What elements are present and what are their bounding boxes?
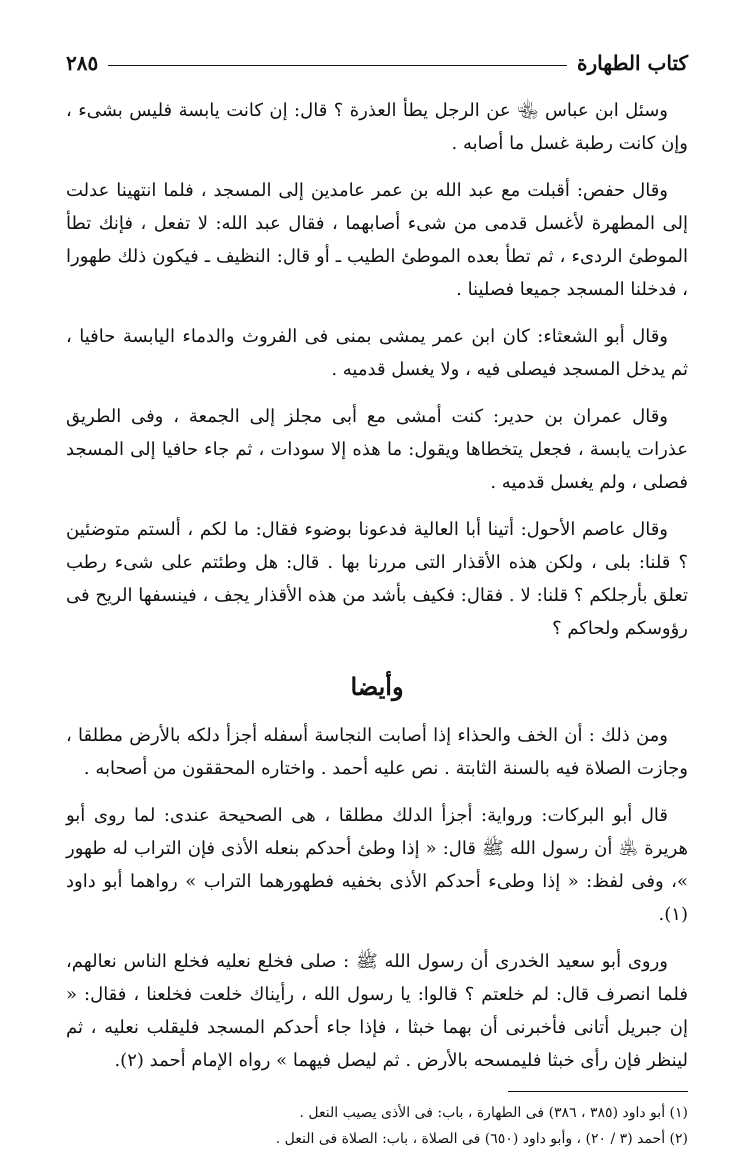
footnote: (١) أبو داود (٣٨٥ ، ٣٨٦) فى الطهارة ، باب: فى الأذى يصيب النعل . <box>299 1105 688 1121</box>
section-heading: وأيضا <box>350 672 404 701</box>
header-rule <box>108 65 567 66</box>
running-header <box>66 48 688 78</box>
paragraph: وسئل ابن عباس ﵄ عن الرجل يطأ العذرة ؟ قال: إن كانت يابسة فليس بشىء ، وإن كانت رطبة غسل ما أصابه . <box>66 100 688 154</box>
book-title: كتاب الطهارة <box>577 51 688 75</box>
main-text <box>66 94 688 645</box>
paragraph: وقال عاصم الأحول: أتينا أبا العالية فدعونا بوضوء فقال: ما لكم ، ألستم متوضئين ؟ قلنا: بلى ، ولكن هذه الأقذار التى مررنا بها . قال: هل وطئتم على شىء رطب تعلق بأرجلكم ؟ قلنا: لا . فقال: فكيف بأشد من هذه الأقذار يجف ، فينسفها الريح فى رؤوسكم ولحاكم ؟ <box>66 519 688 639</box>
page-number: ٢٨٥ <box>66 51 99 75</box>
paragraph: قال أبو البركات: ورواية: أجزأ الدلك مطلقا ، هى الصحيحة عندى: لما روى أبو هريرة ﵁ أن رسول الله ﷺ قال: « إذا وطئ أحدكم بنعله الأذى فإن التراب له طهور »، وفى لفظ: « إذا وطىء أحدكم الأذى بخفيه فطهورهما التراب » رواهما أبو داود (١). <box>66 805 688 925</box>
paragraph: وقال عمران بن حدير: كنت أمشى مع أبى مجلز إلى الجمعة ، وفى الطريق عذرات يابسة ، فجعل يتخطاها ويقول: ما هذه إلا سودات ، ثم جاء حافيا إلى المسجد فصلى ، ولم يغسل قدميه . <box>66 406 688 493</box>
footnotes <box>66 1100 688 1152</box>
paragraph: ومن ذلك : أن الخف والحذاء إذا أصابت النجاسة أسفله أجزأ دلكه بالأرض مطلقا ، وجازت الصلاة فيه بالسنة الثابتة . نص عليه أحمد . واختاره المحققون من أصحابه . <box>66 725 688 779</box>
paragraph: وقال أبو الشعثاء: كان ابن عمر يمشى بمنى فى الفروث والدماء اليابسة حافيا ، ثم يدخل المسجد فيصلى فيه ، ولا يغسل قدميه . <box>66 326 688 380</box>
section-text <box>66 719 688 1077</box>
paragraph: وقال حفص: أقبلت مع عبد الله بن عمر عامدين إلى المسجد ، فلما انتهينا عدلت إلى المطهرة لأغسل قدمى من شىء أصابهما ، فقال عبد الله: لا تفعل ، فإنك تطأ الموطئ الردىء ، ثم تطأ بعده الموطئ الطيب ـ أو قال: النظيف ـ فيكون ذلك طهورا ، فدخلنا المسجد جميعا فصلينا . <box>66 180 688 300</box>
footnote: (٢) أحمد (٣ / ٢٠) ، وأبو داود (٦٥٠) فى الصلاة ، باب: الصلاة فى النعل . <box>275 1131 688 1147</box>
paragraph: وروى أبو سعيد الخدرى أن رسول الله ﷺ : صلى فخلع نعليه فخلع الناس نعالهم، فلما انصرف قال: لم خلعتم ؟ قالوا: يا رسول الله ، رأيناك خلعت فخلعنا ، فقال: « إن جبريل أتانى فأخبرنى أن بهما خبثا ، فإذا جاء أحدكم المسجد فليقلب نعليه ، ثم لينظر فإن رأى خبثا فليمسحه بالأرض . ثم ليصل فيهما » رواه الإمام أحمد (٢). <box>66 951 688 1071</box>
footnote-divider <box>508 1091 688 1092</box>
